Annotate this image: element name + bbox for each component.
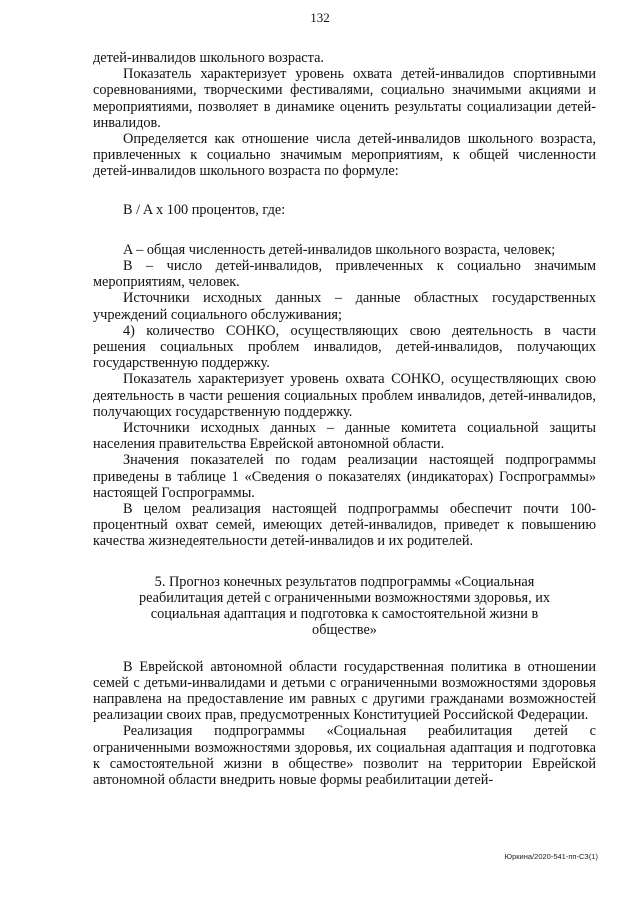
- paragraph-indicator-definition: Определяется как отношение числа детей-инвалидов школьного возраста, привлеченных к социально значимым мероприятиям, к общей численности детей-инвалидов школьного возраста по формуле:: [93, 131, 596, 180]
- paragraph-subprogram-implementation: Реализация подпрограммы «Социальная реабилитация детей с ограниченными возможностями здоровья, их социальная адаптация и подготовка к самостоятельной жизни в обществе» позволит на территории Еврейской автономной области внедрить новые формы реабилитации детей-: [93, 723, 596, 788]
- page-number: 132: [310, 10, 330, 25]
- paragraph-state-policy: В Еврейской автономной области государственная политика в отношении семей с детьми-инвалидами и детьми с ограниченными возможностями здоровья направлена на предоставление им равных с другими гражданами возможностей реализации своих прав, предусмотренных Конституцией Российской Федерации.: [93, 658, 596, 724]
- section-heading: 5. Прогноз конечных результатов подпрограммы «Социальная реабилитация детей с ограниченными возможностями здоровья, их социальная адаптация и подготовка к самостоятельной жизни в обществе»: [138, 573, 551, 639]
- document-body: [93, 50, 596, 788]
- paragraph-definition-b: B – число детей-инвалидов, привлеченных к социально значимым мероприятиям, человек.: [93, 258, 596, 291]
- paragraph-sonko-count: 4) количество СОНКО, осуществляющих свою деятельность в части решения социальных проблем инвалидов, детей-инвалидов, получающих государственную поддержку.: [93, 322, 596, 372]
- paragraph-definition-a: A – общая численность детей-инвалидов школьного возраста, человек;: [123, 241, 556, 258]
- paragraph-data-sources: Источники исходных данных – данные областных государственных учреждений социального обслуживания;: [93, 290, 596, 323]
- formula-line: B / A x 100 процентов, где:: [123, 201, 286, 218]
- document-reference-stamp: Юркина/2020-541-пп-СЗ(1): [504, 852, 598, 861]
- paragraph-overall-result: В целом реализация настоящей подпрограммы обеспечит почти 100-процентный охват семей, имеющих детей-инвалидов, приведет к повышению качества жизнедеятельности детей-инвалидов и их родителей.: [93, 501, 596, 550]
- paragraph-sonko-sources: Источники исходных данных – данные комитета социальной защиты населения правительства Еврейской автономной области.: [93, 420, 596, 453]
- paragraph-continuation: детей-инвалидов школьного возраста.: [93, 50, 324, 66]
- paragraph-indicator-description: Показатель характеризует уровень охвата детей-инвалидов спортивными соревнованиями, творческими фестивалями, социально значимыми акциями и мероприятиями, позволяет в динамике оценить результаты социализации детей-инвалидов.: [93, 66, 596, 131]
- paragraph-sonko-coverage: Показатель характеризует уровень охвата СОНКО, осуществляющих свою деятельность в части решения социальных проблем инвалидов, детей-инвалидов, получающих государственную поддержку.: [93, 371, 596, 420]
- paragraph-indicator-values: Значения показателей по годам реализации настоящей подпрограммы приведены в таблице 1 «Сведения о показателях (индикаторах) Госпрограммы» настоящей Госпрограммы.: [93, 452, 596, 501]
